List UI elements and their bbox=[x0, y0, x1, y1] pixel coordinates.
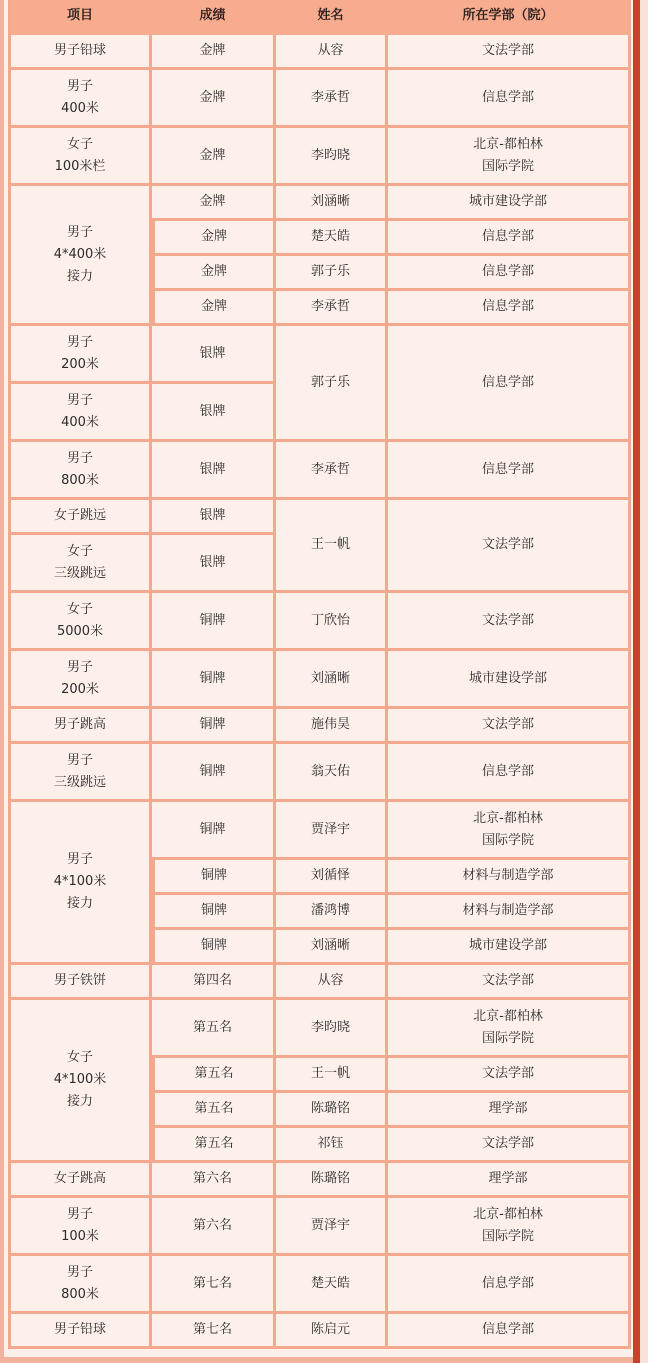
event-cell: 女子跳远 bbox=[8, 500, 152, 535]
event-cell: 男子 4*100米 接力 bbox=[8, 802, 152, 965]
result-cell: 第七名 bbox=[152, 1256, 276, 1314]
department-cell: 信息学部 bbox=[388, 256, 631, 291]
table-row bbox=[8, 500, 631, 535]
header-event: 项目 bbox=[8, 0, 152, 35]
department-cell: 城市建设学部 bbox=[388, 186, 631, 221]
department-cell: 城市建设学部 bbox=[388, 651, 631, 709]
department-cell: 文法学部 bbox=[388, 965, 631, 1000]
right-accent-bar bbox=[633, 0, 640, 1363]
event-cell: 男子铅球 bbox=[8, 35, 152, 70]
event-cell: 男子 200米 bbox=[8, 651, 152, 709]
table-row bbox=[8, 1314, 631, 1349]
result-cell: 铜牌 bbox=[152, 709, 276, 744]
result-cell: 第四名 bbox=[152, 965, 276, 1000]
result-cell: 第六名 bbox=[152, 1163, 276, 1198]
athlete-name-cell: 王一帆 bbox=[276, 500, 388, 593]
athlete-name-cell: 潘鸿博 bbox=[276, 895, 388, 930]
athlete-name-cell: 李承哲 bbox=[276, 442, 388, 500]
results-table bbox=[8, 0, 631, 1349]
event-cell: 女子 4*100米 接力 bbox=[8, 1000, 152, 1163]
department-cell: 文法学部 bbox=[388, 1128, 631, 1163]
table-row bbox=[8, 326, 631, 384]
event-cell: 女子 三级跳远 bbox=[8, 535, 152, 593]
department-cell: 信息学部 bbox=[388, 442, 631, 500]
table-row bbox=[8, 1163, 631, 1198]
department-cell: 信息学部 bbox=[388, 326, 631, 442]
event-cell: 男子 800米 bbox=[8, 442, 152, 500]
result-cell: 金牌 bbox=[152, 221, 276, 256]
athlete-name-cell: 郭子乐 bbox=[276, 256, 388, 291]
department-cell: 材料与制造学部 bbox=[388, 895, 631, 930]
event-cell: 男子 100米 bbox=[8, 1198, 152, 1256]
athlete-name-cell: 祁钰 bbox=[276, 1128, 388, 1163]
department-cell: 材料与制造学部 bbox=[388, 860, 631, 895]
department-cell: 北京-都柏林 国际学院 bbox=[388, 128, 631, 186]
result-cell: 银牌 bbox=[152, 500, 276, 535]
athlete-name-cell: 贾泽宇 bbox=[276, 1198, 388, 1256]
table-row bbox=[8, 1256, 631, 1314]
header-department: 所在学部（院） bbox=[388, 0, 631, 35]
result-cell: 银牌 bbox=[152, 535, 276, 593]
table-row bbox=[8, 593, 631, 651]
athlete-name-cell: 李昀晓 bbox=[276, 1000, 388, 1058]
table-row bbox=[8, 965, 631, 1000]
results-table-container bbox=[8, 0, 631, 1349]
table-body bbox=[8, 35, 631, 1349]
result-cell: 第五名 bbox=[152, 1000, 276, 1058]
event-cell: 男子铁饼 bbox=[8, 965, 152, 1000]
athlete-name-cell: 李昀晓 bbox=[276, 128, 388, 186]
athlete-name-cell: 刘涵晰 bbox=[276, 651, 388, 709]
header-result: 成绩 bbox=[152, 0, 276, 35]
department-cell: 城市建设学部 bbox=[388, 930, 631, 965]
event-cell: 男子 800米 bbox=[8, 1256, 152, 1314]
result-cell: 金牌 bbox=[152, 291, 276, 326]
department-cell: 北京-都柏林 国际学院 bbox=[388, 1198, 631, 1256]
table-row bbox=[8, 1198, 631, 1256]
athlete-name-cell: 刘涵晰 bbox=[276, 930, 388, 965]
table-row bbox=[8, 442, 631, 500]
department-cell: 北京-都柏林 国际学院 bbox=[388, 1000, 631, 1058]
athlete-name-cell: 贾泽宇 bbox=[276, 802, 388, 860]
bottom-border-bar bbox=[0, 1357, 633, 1363]
department-cell: 信息学部 bbox=[388, 1256, 631, 1314]
athlete-name-cell: 刘循怿 bbox=[276, 860, 388, 895]
athlete-name-cell: 郭子乐 bbox=[276, 326, 388, 442]
result-cell: 银牌 bbox=[152, 384, 276, 442]
result-cell: 第五名 bbox=[152, 1093, 276, 1128]
table-row bbox=[8, 1000, 631, 1058]
athlete-name-cell: 施伟昊 bbox=[276, 709, 388, 744]
result-cell: 第七名 bbox=[152, 1314, 276, 1349]
result-cell: 铜牌 bbox=[152, 593, 276, 651]
table-row bbox=[8, 128, 631, 186]
athlete-name-cell: 陈璐铭 bbox=[276, 1163, 388, 1198]
athlete-name-cell: 刘涵晰 bbox=[276, 186, 388, 221]
department-cell: 文法学部 bbox=[388, 1058, 631, 1093]
result-cell: 第五名 bbox=[152, 1058, 276, 1093]
athlete-name-cell: 陈璐铭 bbox=[276, 1093, 388, 1128]
result-cell: 金牌 bbox=[152, 186, 276, 221]
result-cell: 铜牌 bbox=[152, 744, 276, 802]
department-cell: 信息学部 bbox=[388, 291, 631, 326]
result-cell: 铜牌 bbox=[152, 802, 276, 860]
athlete-name-cell: 翁天佑 bbox=[276, 744, 388, 802]
athlete-name-cell: 陈启元 bbox=[276, 1314, 388, 1349]
athlete-name-cell: 王一帆 bbox=[276, 1058, 388, 1093]
result-cell: 金牌 bbox=[152, 35, 276, 70]
event-cell: 男子跳高 bbox=[8, 709, 152, 744]
right-edge bbox=[640, 0, 648, 1363]
result-cell: 铜牌 bbox=[152, 895, 276, 930]
event-cell: 男子 400米 bbox=[8, 70, 152, 128]
event-cell: 女子 100米栏 bbox=[8, 128, 152, 186]
event-cell: 男子 200米 bbox=[8, 326, 152, 384]
athlete-name-cell: 楚天皓 bbox=[276, 1256, 388, 1314]
department-cell: 文法学部 bbox=[388, 709, 631, 744]
table-row bbox=[8, 70, 631, 128]
header-name: 姓名 bbox=[276, 0, 388, 35]
department-cell: 理学部 bbox=[388, 1093, 631, 1128]
department-cell: 理学部 bbox=[388, 1163, 631, 1198]
table-row bbox=[8, 744, 631, 802]
event-cell: 男子 400米 bbox=[8, 384, 152, 442]
department-cell: 文法学部 bbox=[388, 35, 631, 70]
athlete-name-cell: 李承哲 bbox=[276, 70, 388, 128]
result-cell: 银牌 bbox=[152, 442, 276, 500]
result-cell: 银牌 bbox=[152, 326, 276, 384]
event-cell: 女子 5000米 bbox=[8, 593, 152, 651]
result-cell: 铜牌 bbox=[152, 930, 276, 965]
table-row bbox=[8, 35, 631, 70]
result-cell: 金牌 bbox=[152, 128, 276, 186]
result-cell: 第六名 bbox=[152, 1198, 276, 1256]
event-cell: 男子 4*400米 接力 bbox=[8, 186, 152, 326]
header-row bbox=[8, 0, 631, 35]
department-cell: 信息学部 bbox=[388, 1314, 631, 1349]
athlete-name-cell: 从容 bbox=[276, 965, 388, 1000]
table-row bbox=[8, 186, 631, 221]
event-cell: 男子 三级跳远 bbox=[8, 744, 152, 802]
result-cell: 金牌 bbox=[152, 256, 276, 291]
athlete-name-cell: 李承哲 bbox=[276, 291, 388, 326]
table-row bbox=[8, 802, 631, 860]
department-cell: 文法学部 bbox=[388, 593, 631, 651]
left-border-bar bbox=[0, 0, 4, 1363]
department-cell: 信息学部 bbox=[388, 70, 631, 128]
department-cell: 信息学部 bbox=[388, 744, 631, 802]
department-cell: 信息学部 bbox=[388, 221, 631, 256]
event-cell: 男子铅球 bbox=[8, 1314, 152, 1349]
result-cell: 铜牌 bbox=[152, 651, 276, 709]
result-cell: 金牌 bbox=[152, 70, 276, 128]
athlete-name-cell: 楚天皓 bbox=[276, 221, 388, 256]
athlete-name-cell: 从容 bbox=[276, 35, 388, 70]
table-row bbox=[8, 651, 631, 709]
athlete-name-cell: 丁欣怡 bbox=[276, 593, 388, 651]
department-cell: 北京-都柏林 国际学院 bbox=[388, 802, 631, 860]
table-row bbox=[8, 709, 631, 744]
result-cell: 铜牌 bbox=[152, 860, 276, 895]
event-cell: 女子跳高 bbox=[8, 1163, 152, 1198]
department-cell: 文法学部 bbox=[388, 500, 631, 593]
result-cell: 第五名 bbox=[152, 1128, 276, 1163]
